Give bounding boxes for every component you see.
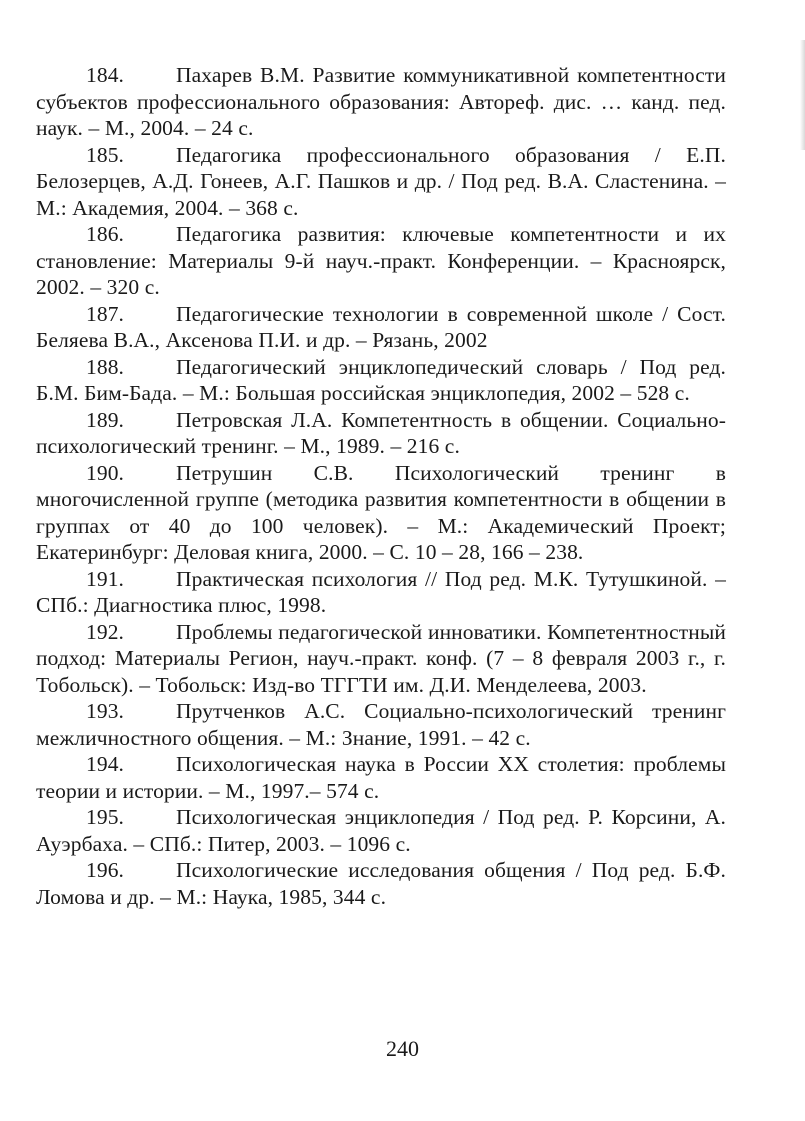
entry-text: Психологические исследования общения / Под ред. Б.Ф. Ломова и др. – М.: Наука, 1985, 344 с. xyxy=(36,858,726,909)
entry-text: Психологическая наука в России XX столетия: проблемы теории и истории. – М., 1997.– 574 с. xyxy=(36,752,726,803)
page-number: 240 xyxy=(386,1036,419,1061)
entry-number: 188. xyxy=(86,354,125,379)
entry-number: 187. xyxy=(86,301,125,326)
scan-edge-shadow xyxy=(800,40,805,150)
entry-text: Проблемы педагогической инноватики. Компетентностный подход: Материалы Регион, науч.-практ. конф. (7 – 8 февраля 2003 г., г. Тобольск). – Тобольск: Изд-во ТГГТИ им. Д.И. Менделеева, 2003. xyxy=(36,619,726,697)
bibliography-entry-194 xyxy=(36,751,726,804)
entry-number: 193. xyxy=(86,699,125,723)
entry-number: 196. xyxy=(86,858,125,882)
bibliography-entry-196 xyxy=(36,857,726,910)
bibliography-entry-188 xyxy=(36,354,726,407)
bibliography-entry-192 xyxy=(36,619,726,699)
entry-number: 192. xyxy=(86,619,125,644)
entry-text: Педагогика развития: ключевые компетентности и их становление: Материалы 9-й науч.-практ. Конференции. – Красноярск, 2002. – 320 с. xyxy=(36,222,726,299)
entry-text: Петровская Л.А. Компетентность в общении. Социально-психологический тренинг. – М., 1989. – 216 с. xyxy=(36,407,726,458)
entry-text: Педагогика профессионального образования / Е.П. Белозерцев, А.Д. Гонеев, А.Г. Пашков и др. / Под ред. В.А. Сластенина. – М.: Академия, 2004. – 368 с. xyxy=(36,142,726,220)
bibliography-entry-189 xyxy=(36,407,726,460)
entry-number: 189. xyxy=(86,407,125,432)
bibliography-list xyxy=(36,62,726,910)
bibliography-entry-186 xyxy=(36,221,726,301)
entry-text: Прутченков А.С. Социально-психологический тренинг межличностного общения. – М.: Знание, 1991. – 42 с. xyxy=(36,699,726,750)
entry-text: Пахарев В.М. Развитие коммуникативной компетентности субъектов профессионального образования: Автореф. дис. … канд. пед. наук. – М., 2004. – 24 с. xyxy=(36,63,726,140)
entry-text: Практическая психология // Под ред. М.К. Тутушкиной. – СПб.: Диагностика плюс, 1998. xyxy=(36,566,726,617)
entry-text: Петрушин С.В. Психологический тренинг в многочисленной группе (методика развития компетентности в общении в группах от 40 до 100 человек). – М.: Академический Проект; Екатеринбург: Деловая книга, 2000. – С. 10 – 28, 166 – 238. xyxy=(36,460,726,564)
entry-number: 191. xyxy=(86,566,125,591)
entry-number: 194. xyxy=(86,752,125,776)
entry-text: Педагогические технологии в современной школе / Сост. Беляева В.А., Аксенова П.И. и др. – Рязань, 2002 xyxy=(36,301,726,352)
entry-number: 184. xyxy=(86,63,125,87)
entry-number: 185. xyxy=(86,142,125,167)
bibliography-entry-184 xyxy=(36,62,726,142)
bibliography-entry-185 xyxy=(36,142,726,222)
bibliography-entry-195 xyxy=(36,804,726,857)
bibliography-entry-191 xyxy=(36,566,726,619)
entry-number: 190. xyxy=(86,460,125,485)
bibliography-entry-187 xyxy=(36,301,726,354)
bibliography-entry-193 xyxy=(36,698,726,751)
bibliography-entry-190 xyxy=(36,460,726,566)
entry-text: Психологическая энциклопедия / Под ред. Р. Корсини, А. Ауэрбаха. – СПб.: Питер, 2003. – 1096 с. xyxy=(36,805,726,856)
entry-number: 186. xyxy=(86,222,125,246)
entry-text: Педагогический энциклопедический словарь / Под ред. Б.М. Бим-Бада. – М.: Большая российская энциклопедия, 2002 – 528 с. xyxy=(36,354,726,405)
entry-number: 195. xyxy=(86,805,125,829)
